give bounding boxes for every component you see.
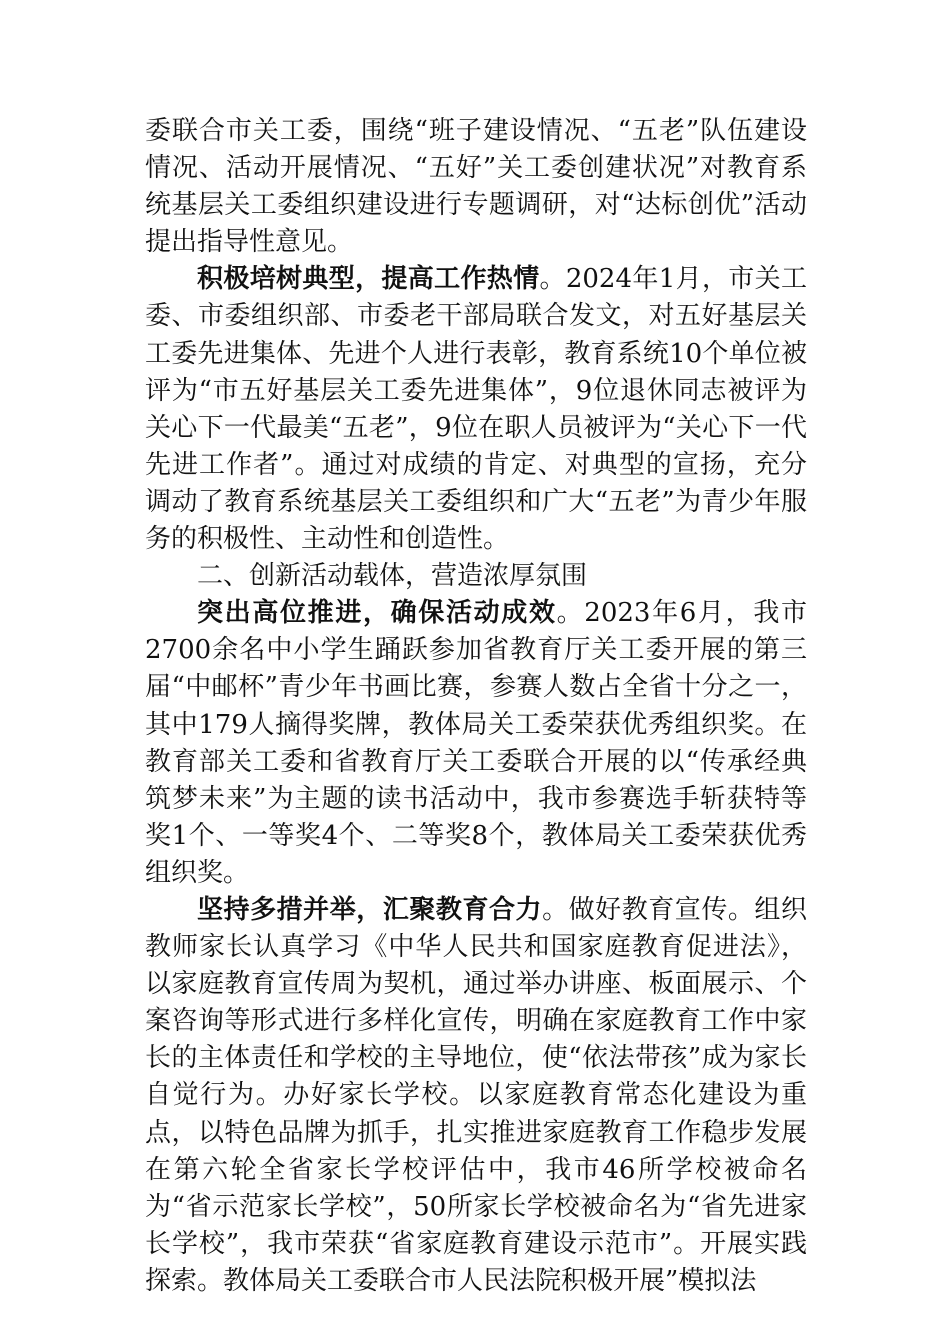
paragraph-3-text: 。2023年6月，我市2700余名中小学生踊跃参加省教育厅关工委开展的第三届“中邮杯”青少年书画比赛，参赛人数占全省十分之一，其中179人摘得奖牌，教体局关工委荣获优秀组织奖。在教育部关工委和省教育厅关工委联合开展的以“传承经典筑梦未来”为主题的读书活动中，我市参赛选手斩获特等奖1个、一等奖4个、二等奖8个，教体局关工委荣获优秀组织奖。 (145, 598, 807, 888)
paragraph-4-lead: 坚持多措并举，汇聚教育合力 (197, 894, 543, 925)
paragraph-4-text: 。做好教育宣传。组织教师家长认真学习《中华人民共和国家庭教育促进法》，以家庭教育宣传周为契机，通过举办讲座、板面展示、个案咨询等形式进行多样化宣传，明确在家庭教育工作中家长的主体责任和学校的主导地位，使“依法带孩”成为家长自觉行为。办好家长学校。以家庭教育常态化建设为重点，以特色品牌为抓手，扎实推进家庭教育工作稳步发展在第六轮全省家长学校评估中，我市46所学校被命名为“省示范家长学校”，50所家长学校被命名为“省先进家长学校”，我市荣获“省家庭教育建设示范市”。开展实践探索。教体局关工委联合市人民法院积极开展”模拟法 (145, 894, 807, 1296)
paragraph-3-lead: 突出高位推进，确保活动成效 (197, 598, 557, 629)
paragraph-1 (145, 113, 807, 261)
paragraph-2 (145, 261, 807, 558)
section-heading: 二、创新活动载体，营造浓厚氛围 (197, 561, 588, 592)
paragraph-3 (145, 595, 807, 892)
document-page (145, 113, 807, 1300)
paragraph-2-lead: 积极培树典型，提高工作热情 (197, 264, 540, 295)
paragraph-2-text: 。2024年1月，市关工委、市委组织部、市委老干部局联合发文，对五好基层关工委先进集体、先进个人进行表彰，教育系统10个单位被评为“市五好基层关工委先进集体”，9位退休同志被评为关心下一代最美“五老”，9位在职人员被评为“关心下一代先进工作者”。通过对成绩的肯定、对典型的宣扬，充分调动了教育系统基层关工委组织和广大“五老”为青少年服务的积极性、主动性和创造性。 (145, 264, 807, 555)
paragraph-4 (145, 892, 807, 1300)
paragraph-1-text: 委联合市关工委，围绕“班子建设情况、“五老”队伍建设情况、活动开展情况、“五好”关工委创建状况”对教育系统基层关工委组织建设进行专题调研，对“达标创优”活动提出指导性意见。 (145, 116, 807, 258)
